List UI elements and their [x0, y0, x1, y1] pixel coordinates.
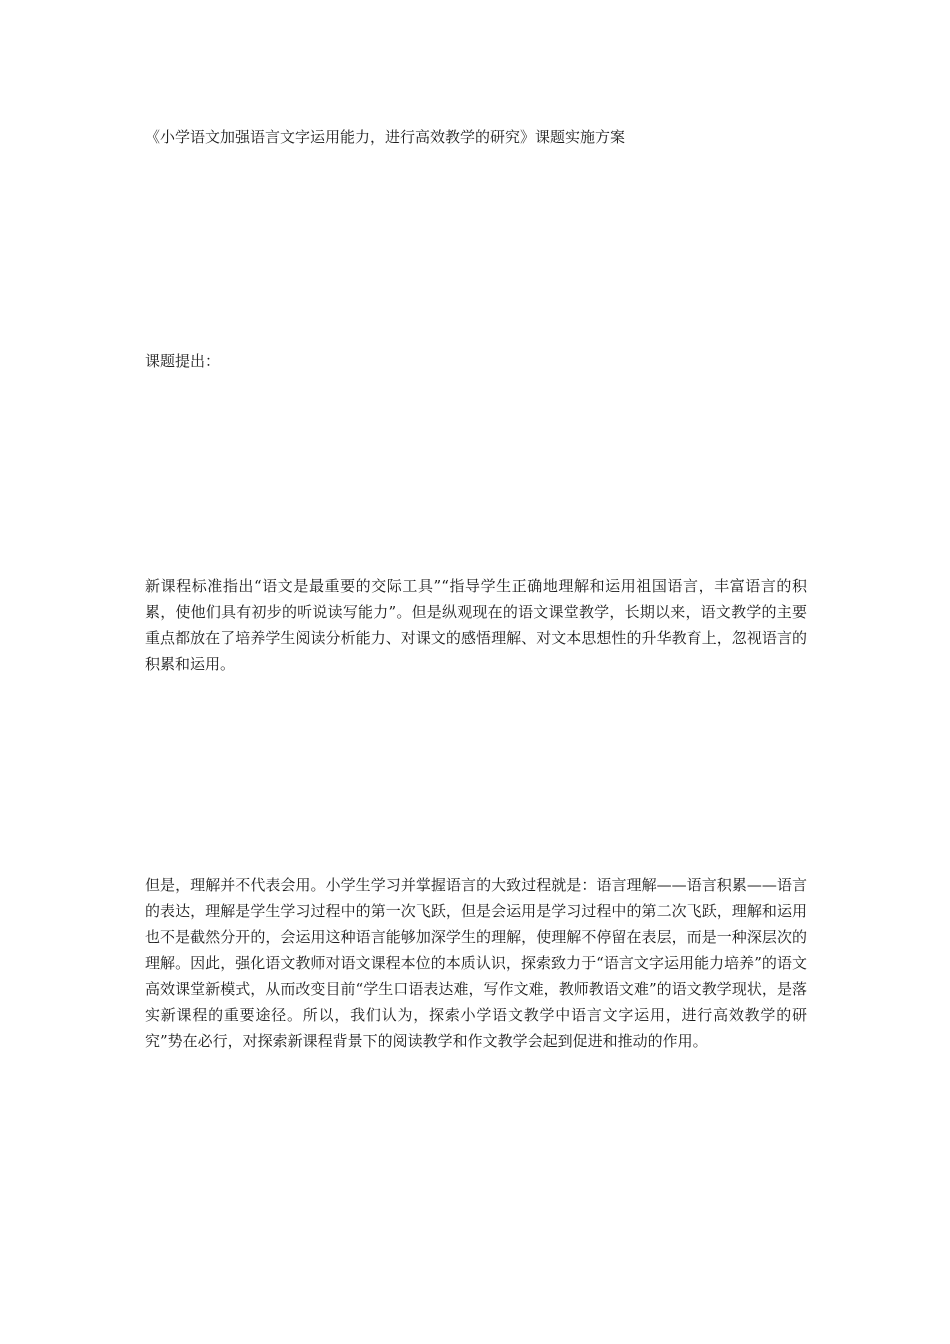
body-paragraph: 但是，理解并不代表会用。小学生学习并掌握语言的大致过程就是：语言理解——语言积累——语言的表达，理解是学生学习过程中的第一次飞跃，但是会运用是学习过程中的第二次飞跃，理解和运用也不是截然分开的，会运用这种语言能够加深学生的理解，使理解不停留在表层，而是一种深层次的理解。因此，强化语文教师对语文课程本位的本质认识，探索致力于“语言文字运用能力培养”的语文高效课堂新模式，从而改变目前“学生口语表达难，写作文难，教师教语文难”的语文教学现状，是落实新课程的重要途径。所以，我们认为，探索小学语文教学中语言文字运用，进行高效教学的研究”势在必行，对探索新课程背景下的阅读教学和作文教学会起到促进和推动的作用。 [145, 876, 807, 1050]
document-title: 《小学语文加强语言文字运用能力，进行高效教学的研究》课题实施方案 [145, 128, 626, 146]
section-heading: 课题提出： [145, 352, 221, 370]
body-paragraph: 新课程标准指出“语文是最重要的交际工具”“指导学生正确地理解和运用祖国语言，丰富语言的积累，使他们具有初步的听说读写能力”。但是纵观现在的语文课堂教学，长期以来，语文教学的主要重点都放在了培养学生阅读分析能力、对课文的感悟理解、对文本思想性的升华教育上，忽视语言的积累和运用。 [145, 577, 807, 673]
